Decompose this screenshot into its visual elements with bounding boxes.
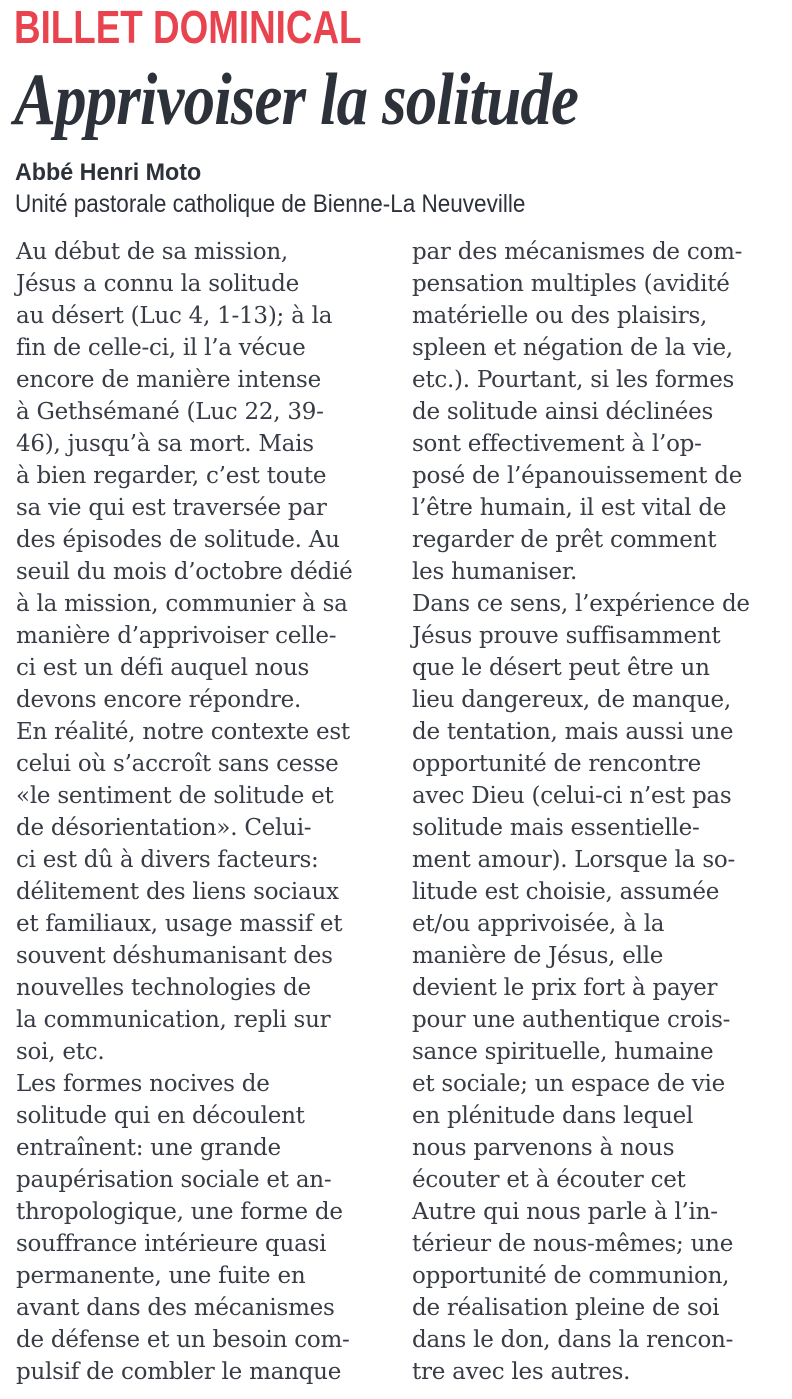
text-line: Au début de sa mission, [16,239,288,265]
text-line: à Gethsémané (Luc 22, 39- [16,399,324,425]
text-line: nous parvenons à nous [412,1135,675,1161]
text-line: de réalisation pleine de soi [412,1295,720,1321]
text-line: matérielle ou des plaisirs, [412,303,708,329]
text-line: sa vie qui est traversée par [16,495,327,521]
byline-author: Abbé Henri Moto [15,159,202,186]
text-line: pour une authentique crois- [412,1007,731,1033]
text-line: et/ou apprivoisée, à la [412,911,665,937]
article-column [412,236,778,1388]
text-line: de défense et un besoin com- [16,1327,350,1353]
text-line: et sociale; un espace de vie [412,1071,725,1097]
text-line: thropologique, une forme de [16,1199,343,1225]
text-line: opportunité de communion, [412,1263,730,1289]
text-line: posé de l’épanouissement de [412,463,743,489]
text-line: au désert (Luc 4, 1-13); à la [16,303,333,329]
text-line: solitude qui en découlent [16,1103,305,1129]
text-line: manière d’apprivoiser celle- [16,623,337,649]
text-line: «le sentiment de solitude et [16,783,334,809]
paragraph [16,1068,382,1388]
text-line: souvent déshumanisant des [16,943,333,969]
text-line: etc.). Pourtant, si les formes [412,367,735,393]
text-line: regarder de prêt comment [412,527,717,553]
text-line: et familiaux, usage massif et [16,911,343,937]
paragraph [16,236,382,716]
text-line: Dans ce sens, l’expérience de [412,591,750,617]
text-line: En réalité, notre contexte est [16,719,350,745]
text-line: Jésus a connu la solitude [16,271,299,297]
paragraph [412,236,778,588]
text-line: entraînent: une grande [16,1135,281,1161]
paragraph [16,716,382,1068]
text-line: devient le prix fort à payer [412,975,718,1001]
text-line: permanente, une fuite en [16,1263,306,1289]
text-line: térieur de nous-mêmes; une [412,1231,734,1257]
article-column [16,236,382,1388]
text-line: manière de Jésus, elle [412,943,664,969]
text-line: en plénitude dans lequel [412,1103,694,1129]
text-line: à la mission, communier à sa [16,591,348,617]
text-line: paupérisation sociale et an- [16,1167,332,1193]
text-line: Autre qui nous parle à l’in- [412,1199,718,1225]
article-body [16,236,778,1388]
text-line: de tentation, mais aussi une [412,719,734,745]
text-line: sance spirituelle, humaine [412,1039,714,1065]
text-line: délitement des liens sociaux [16,879,339,905]
text-line: des épisodes de solitude. Au [16,527,340,553]
text-line: que le désert peut être un [412,655,710,681]
text-line: Jésus prouve suffisamment [412,623,721,649]
text-line: sont effectivement à l’op- [412,431,702,457]
text-line: pensation multiples (avidité [412,271,730,297]
paragraph [412,588,778,1388]
text-line: de désorientation». Celui- [16,815,312,841]
text-line: litude est choisie, assumée [412,879,720,905]
text-line: pulsif de combler le manque [16,1359,342,1385]
text-line: fin de celle-ci, il l’a vécue [16,335,306,361]
text-line: Les formes nocives de [16,1071,270,1097]
text-line: écouter et à écouter cet [412,1167,686,1193]
text-line: ci est un défi auquel nous [16,655,310,681]
text-line: tre avec les autres. [412,1359,631,1385]
text-line: opportunité de rencontre [412,751,701,777]
article-title: Apprivoiser la solitude [14,59,579,141]
text-line: spleen et négation de la vie, [412,335,733,361]
text-line: ci est dû à divers facteurs: [16,847,319,873]
text-line: devons encore répondre. [16,687,302,713]
text-line: la communication, repli sur [16,1007,331,1033]
text-line: avec Dieu (celui-ci n’est pas [412,783,732,809]
text-line: à bien regarder, c’est toute [16,463,327,489]
text-line: de solitude ainsi déclinées [412,399,714,425]
text-line: seuil du mois d’octobre dédié [16,559,353,585]
text-line: soi, etc. [16,1039,105,1065]
text-line: celui où s’accroît sans cesse [16,751,339,777]
text-line: ment amour). Lorsque la so- [412,847,735,873]
text-line: solitude mais essentielle- [412,815,700,841]
text-line: l’être humain, il est vital de [412,495,727,521]
text-line: avant dans des mécanismes [16,1295,335,1321]
text-line: 46), jusqu’à sa mort. Mais [16,431,314,457]
text-line: dans le don, dans la rencon- [412,1327,734,1353]
text-line: encore de manière intense [16,367,321,393]
text-line: par des mécanismes de com- [412,239,743,265]
byline-affiliation: Unité pastorale catholique de Bienne-La Neuveville [15,190,526,218]
text-line: les humaniser. [412,559,578,585]
text-line: nouvelles technologies de [16,975,311,1001]
text-line: lieu dangereux, de manque, [412,687,731,713]
text-line: souffrance intérieure quasi [16,1231,327,1257]
kicker: BILLET DOMINICAL [14,1,362,53]
